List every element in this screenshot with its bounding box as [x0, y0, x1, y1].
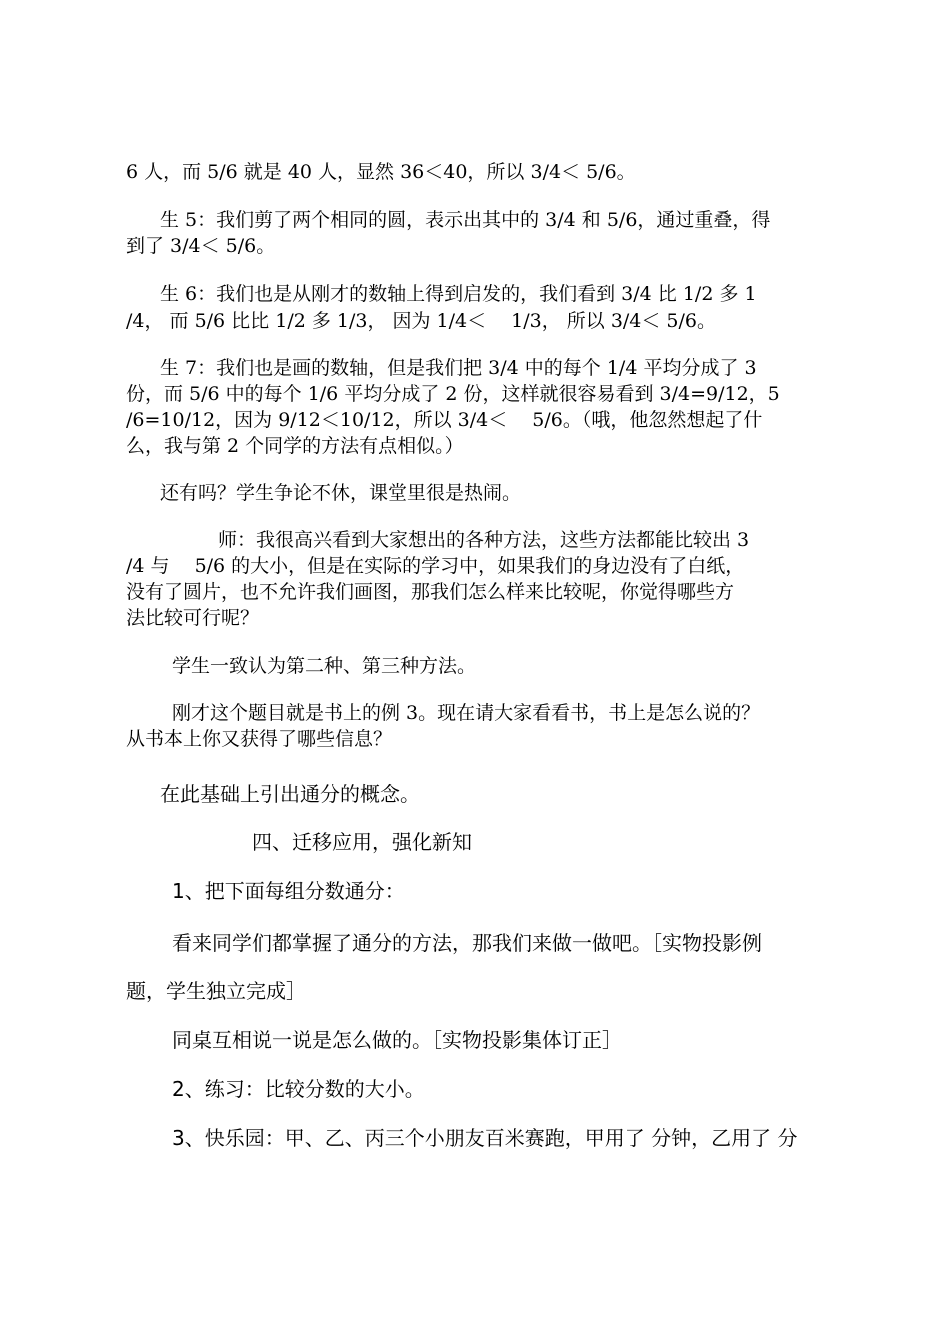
text-line-5: /4， 而 5/6 比比 1/2 多 1/3， 因为 1/4＜ 1/3， 所以 3/4＜ 5/6。 — [126, 310, 717, 332]
text-line-9: 么，我与第 2 个同学的方法有点相似。） — [126, 435, 464, 457]
text-line-6: 生 7：我们也是画的数轴，但是我们把 3/4 中的每个 1/4 平均分成了 3 — [160, 357, 757, 379]
text-line-23: 同桌互相说一说是怎么做的。［实物投影集体订正］ — [172, 1028, 622, 1052]
text-line-13: 没有了圆片，也不允许我们画图，那我们怎么样来比较呢，你觉得哪些方 — [126, 581, 735, 603]
text-line-17: 从书本上你又获得了哪些信息？ — [126, 728, 393, 750]
text-line-1: 6 人，而 5/6 就是 40 人，显然 36＜40，所以 3/4＜ 5/6。 — [126, 161, 636, 183]
section-heading: 四、迁移应用，强化新知 — [252, 830, 472, 854]
text-line-20: 1、把下面每组分数通分： — [172, 879, 405, 903]
text-line-12: /4 与 5/6 的大小，但是在实际的学习中，如果我们的身边没有了白纸， — [126, 555, 745, 577]
text-line-22: 题，学生独立完成］ — [126, 979, 306, 1003]
text-line-11: 师：我很高兴看到大家想出的各种方法，这些方法都能比较出 3 — [218, 529, 750, 551]
text-line-18: 在此基础上引出通分的概念。 — [160, 782, 420, 806]
text-line-24: 2、练习：比较分数的大小。 — [172, 1077, 425, 1101]
text-line-3: 到了 3/4＜ 5/6。 — [126, 235, 276, 257]
text-line-16: 刚才这个题目就是书上的例 3。现在请大家看看书，书上是怎么说的？ — [172, 702, 761, 724]
text-line-15: 学生一致认为第二种、第三种方法。 — [172, 655, 477, 677]
text-line-14: 法比较可行呢？ — [126, 607, 260, 629]
text-line-25: 3、快乐园：甲、乙、丙三个小朋友百米赛跑，甲用了 分钟，乙用了 分 — [172, 1126, 798, 1150]
text-line-2: 生 5：我们剪了两个相同的圆，表示出其中的 3/4 和 5/6，通过重叠，得 — [160, 209, 771, 231]
text-line-8: /6=10/12，因为 9/12＜10/12，所以 3/4＜ 5/6。（哦，他忽然想起了什 — [126, 409, 763, 431]
text-line-7: 份，而 5/6 中的每个 1/6 平均分成了 2 份，这样就很容易看到 3/4=9/12，5 — [126, 383, 780, 405]
text-line-4: 生 6：我们也是从刚才的数轴上得到启发的，我们看到 3/4 比 1/2 多 1 — [160, 283, 757, 305]
text-line-21: 看来同学们都掌握了通分的方法，那我们来做一做吧。［实物投影例 — [172, 931, 762, 955]
text-line-10: 还有吗？学生争论不休，课堂里很是热闹。 — [160, 482, 522, 504]
